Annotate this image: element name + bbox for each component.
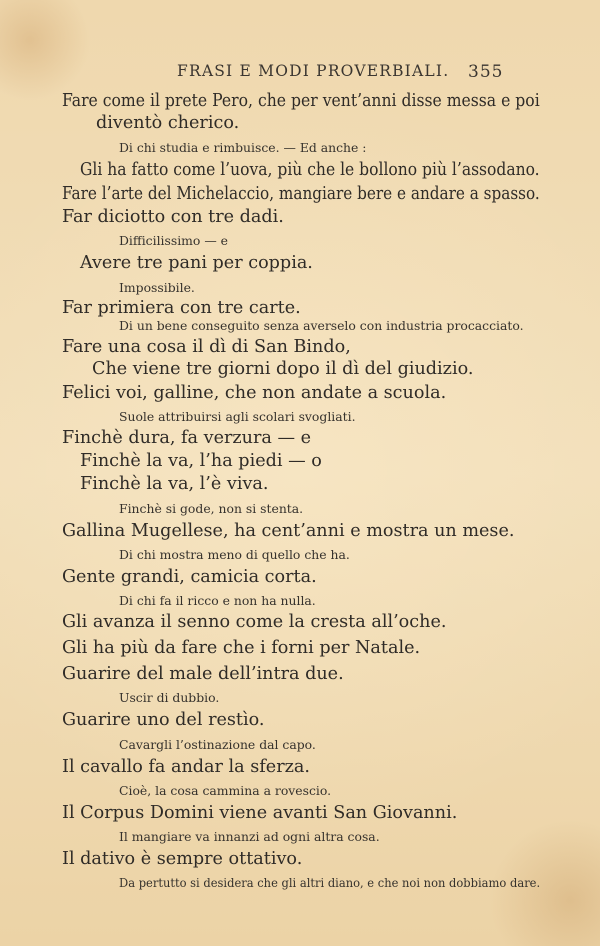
header-title: FRASI E MODI PROVERBIALI. <box>177 62 450 80</box>
proverb-line: Fare come il prete Pero, che per vent’anni disse messa e poi <box>62 91 540 111</box>
proverb-line: Fare l’arte del Michelaccio, mangiare bere e andare a spasso. <box>62 184 540 204</box>
proverb-line: diventò cherico. <box>96 113 240 133</box>
gloss-line: Da pertutto si desidera che gli altri diano, e che noi non dobbiamo dare. <box>119 875 541 890</box>
proverb-line: Gli ha più da fare che i forni per Natale. <box>62 638 421 658</box>
proverb-line: Felici voi, galline, che non andate a scuola. <box>62 383 447 403</box>
proverb-line: Finchè la va, l’ha piedi — o <box>80 451 322 471</box>
proverb-line: Fare una cosa il dì di San Bindo, <box>62 337 351 357</box>
proverb-line: Gli ha fatto come l’uova, più che le bollono più l’assodano. <box>80 160 540 180</box>
proverb-line: Il cavallo fa andar la sferza. <box>62 757 310 777</box>
proverb-line: Avere tre pani per coppia. <box>80 253 313 273</box>
gloss-line: Di chi mostra meno di quello che ha. <box>119 547 350 562</box>
page-number: 355 <box>468 62 504 82</box>
gloss-line: Di chi fa il ricco e non ha nulla. <box>119 593 316 608</box>
gloss-line: Cioè, la cosa cammina a rovescio. <box>119 783 332 798</box>
proverb-line: Gallina Mugellese, ha cent’anni e mostra un mese. <box>62 521 515 541</box>
gloss-line: Difficilissimo — e <box>119 233 228 248</box>
gloss-line: Cavargli l’ostinazione dal capo. <box>119 737 316 752</box>
proverb-line: Guarire uno del restìo. <box>62 710 265 730</box>
proverb-line: Gente grandi, camicia corta. <box>62 567 317 587</box>
proverb-line: Che viene tre giorni dopo il dì del giudizio. <box>92 359 474 379</box>
proverb-line: Gli avanza il senno come la cresta all’oche. <box>62 612 447 632</box>
gloss-line: Di chi studia e rimbuisce. — Ed anche : <box>119 140 367 155</box>
proverb-line: Far diciotto con tre dadi. <box>62 207 284 227</box>
proverb-line: Far primiera con tre carte. <box>62 298 301 318</box>
gloss-line: Uscir di dubbio. <box>119 690 220 705</box>
proverb-line: Guarire del male dell’intra due. <box>62 664 344 684</box>
gloss-line: Impossibile. <box>119 280 195 295</box>
proverb-line: Il Corpus Domini viene avanti San Giovanni. <box>62 803 458 823</box>
gloss-line: Finchè si gode, non si stenta. <box>119 501 304 516</box>
gloss-line: Di un bene conseguito senza averselo con industria procacciato. <box>119 318 524 333</box>
gloss-line: Suole attribuirsi agli scolari svogliati. <box>119 409 356 424</box>
proverb-line: Finchè dura, fa verzura — e <box>62 428 312 448</box>
gloss-line: Il mangiare va innanzi ad ogni altra cosa. <box>119 829 380 844</box>
proverb-line: Il dativo è sempre ottativo. <box>62 849 303 869</box>
proverb-line: Finchè la va, l’è viva. <box>80 474 269 494</box>
